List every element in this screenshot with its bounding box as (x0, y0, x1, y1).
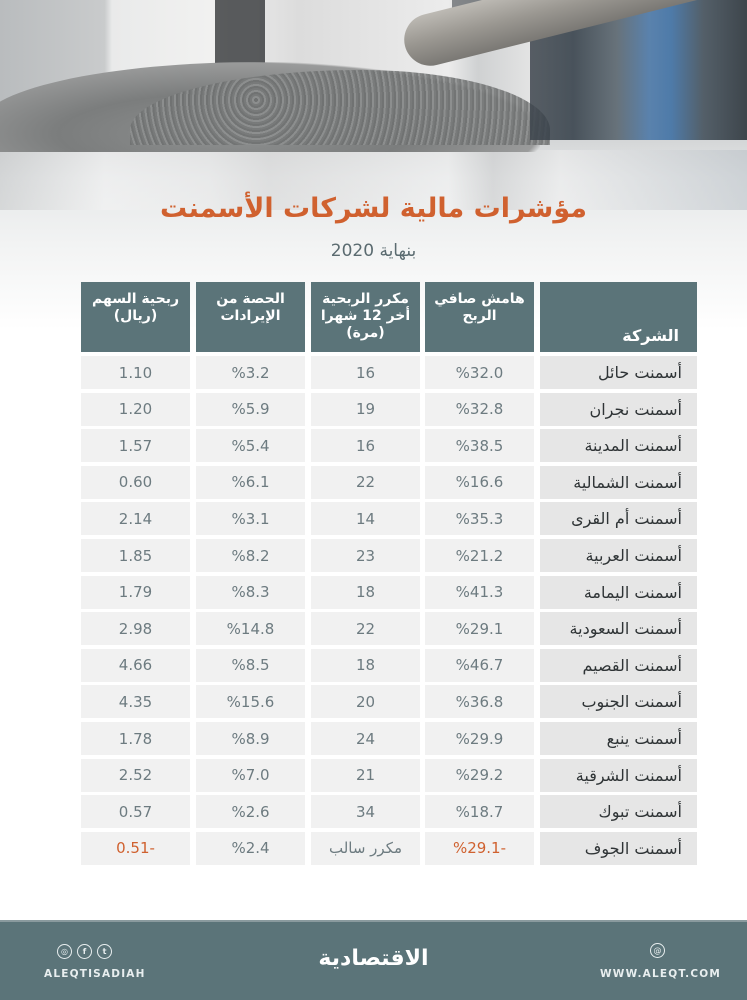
cell-net-margin: %18.7 (425, 795, 534, 828)
cell-eps: 0.57 (81, 795, 190, 828)
social-handle: ALEQTISADIAH (44, 968, 146, 980)
table-row (81, 795, 697, 828)
cell-net-margin: %29.1- (425, 832, 534, 865)
cell-company: أسمنت المدينة (540, 429, 697, 462)
cell-net-margin: %29.9 (425, 722, 534, 755)
cell-revenue-share: %6.1 (196, 466, 305, 499)
table-row (81, 612, 697, 645)
cell-pe-ratio: 24 (311, 722, 420, 755)
cell-eps: 1.10 (81, 356, 190, 389)
cell-net-margin: %32.8 (425, 393, 534, 426)
table-row (81, 685, 697, 718)
cell-pe-ratio: 22 (311, 612, 420, 645)
table-row (81, 539, 697, 572)
cell-company: أسمنت حائل (540, 356, 697, 389)
cell-net-margin: %38.5 (425, 429, 534, 462)
cell-pe-ratio: 18 (311, 649, 420, 682)
cell-company: أسمنت الشمالية (540, 466, 697, 499)
header-eps: ربحية السهم (ريال) (81, 282, 190, 352)
cell-revenue-share: %14.8 (196, 612, 305, 645)
cell-revenue-share: %8.5 (196, 649, 305, 682)
table-row (81, 576, 697, 609)
cell-company: أسمنت اليمامة (540, 576, 697, 609)
cell-eps: 0.51- (81, 832, 190, 865)
cell-net-margin: %36.8 (425, 685, 534, 718)
cell-net-margin: %46.7 (425, 649, 534, 682)
cell-eps: 1.85 (81, 539, 190, 572)
footer (0, 920, 747, 1000)
cell-company: أسمنت تبوك (540, 795, 697, 828)
cell-eps: 1.20 (81, 393, 190, 426)
cell-pe-ratio: 14 (311, 502, 420, 535)
cell-eps: 2.14 (81, 502, 190, 535)
header-company: الشركة (540, 282, 697, 352)
cell-net-margin: %16.6 (425, 466, 534, 499)
header-revenue-share: الحصة من الإيرادات (196, 282, 305, 352)
cell-eps: 2.98 (81, 612, 190, 645)
cell-revenue-share: %5.9 (196, 393, 305, 426)
instagram-icon[interactable]: ◎ (57, 944, 72, 959)
table-row (81, 356, 697, 389)
cell-pe-ratio: 20 (311, 685, 420, 718)
cell-net-margin: %29.2 (425, 759, 534, 792)
table-row (81, 649, 697, 682)
cell-eps: 1.79 (81, 576, 190, 609)
cell-revenue-share: %8.9 (196, 722, 305, 755)
brand-logo: الاقتصادية (318, 946, 429, 971)
cell-pe-ratio: 21 (311, 759, 420, 792)
table-row (81, 722, 697, 755)
cell-eps: 2.52 (81, 759, 190, 792)
cell-pe-ratio: مكرر سالب (311, 832, 420, 865)
cell-company: أسمنت الشرقية (540, 759, 697, 792)
cell-revenue-share: %2.6 (196, 795, 305, 828)
cell-eps: 0.60 (81, 466, 190, 499)
cell-net-margin: %35.3 (425, 502, 534, 535)
cell-revenue-share: %3.1 (196, 502, 305, 535)
cell-eps: 4.35 (81, 685, 190, 718)
cell-net-margin: %32.0 (425, 356, 534, 389)
cell-company: أسمنت العربية (540, 539, 697, 572)
cell-revenue-share: %8.3 (196, 576, 305, 609)
cell-company: أسمنت السعودية (540, 612, 697, 645)
cell-company: أسمنت أم القرى (540, 502, 697, 535)
cell-eps: 4.66 (81, 649, 190, 682)
cell-pe-ratio: 22 (311, 466, 420, 499)
cell-pe-ratio: 34 (311, 795, 420, 828)
globe-icon: @ (650, 943, 665, 958)
header-net-margin: هامش صافي الربح (425, 282, 534, 352)
cell-eps: 1.57 (81, 429, 190, 462)
table-row (81, 832, 697, 865)
page-title: مؤشرات مالية لشركات الأسمنت (160, 193, 587, 224)
cell-revenue-share: %3.2 (196, 356, 305, 389)
cell-net-margin: %41.3 (425, 576, 534, 609)
table-row (81, 393, 697, 426)
hero-image (0, 0, 747, 330)
cell-company: أسمنت القصيم (540, 649, 697, 682)
twitter-icon[interactable]: t (97, 944, 112, 959)
cell-pe-ratio: 23 (311, 539, 420, 572)
cell-revenue-share: %5.4 (196, 429, 305, 462)
cell-company: أسمنت الجنوب (540, 685, 697, 718)
table-row (81, 466, 697, 499)
website-link[interactable]: WWW.ALEQT.COM (600, 968, 722, 980)
cell-company: أسمنت ينبع (540, 722, 697, 755)
table-row (81, 759, 697, 792)
cell-revenue-share: %7.0 (196, 759, 305, 792)
cell-net-margin: %21.2 (425, 539, 534, 572)
cell-company: أسمنت نجران (540, 393, 697, 426)
cell-pe-ratio: 16 (311, 356, 420, 389)
cell-net-margin: %29.1 (425, 612, 534, 645)
cell-pe-ratio: 19 (311, 393, 420, 426)
header-pe-ratio: مكرر الربحية أخر 12 شهرا (مرة) (311, 282, 420, 352)
cell-company: أسمنت الجوف (540, 832, 697, 865)
cell-pe-ratio: 16 (311, 429, 420, 462)
page-subtitle: بنهاية 2020 (330, 241, 417, 261)
cell-eps: 1.78 (81, 722, 190, 755)
facebook-icon[interactable]: f (77, 944, 92, 959)
cell-revenue-share: %15.6 (196, 685, 305, 718)
table-row (81, 502, 697, 535)
cell-revenue-share: %8.2 (196, 539, 305, 572)
table-row (81, 429, 697, 462)
cell-revenue-share: %2.4 (196, 832, 305, 865)
cell-pe-ratio: 18 (311, 576, 420, 609)
hero-worker-silhouette (215, 0, 265, 70)
